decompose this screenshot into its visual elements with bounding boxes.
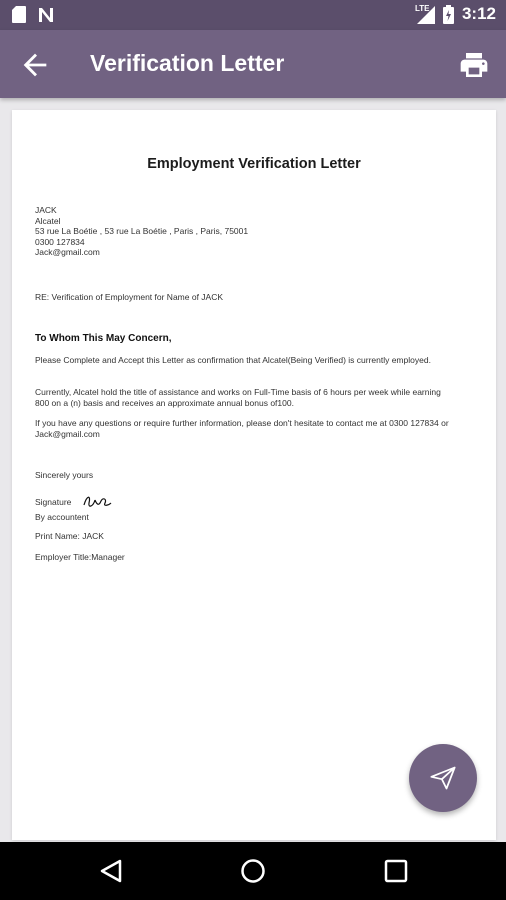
send-button[interactable] [409,744,477,812]
status-bar [0,0,506,30]
page-title: Verification Letter [90,50,285,76]
status-bar-right [415,4,496,24]
print-icon [458,49,490,81]
back-button[interactable] [18,48,52,82]
signature-row [35,491,450,513]
signature-label: Signature [35,496,72,507]
letter-heading: Employment Verification Letter [147,156,361,172]
sender-address [35,205,450,258]
signature-image [81,491,121,513]
print-name: Print Name: JACK [35,531,104,541]
address-line: 53 rue La Boétie , 53 rue La Boétie , Paris , Paris, 75001 [35,226,249,236]
app-toolbar [0,30,506,98]
battery-icon [443,5,454,24]
address-line: Alcatel [35,215,61,226]
system-nav-bar [0,842,506,900]
notification-n-icon [38,7,54,23]
address-line: JACK [35,205,57,215]
employer-title: Employer Title:Manager [35,552,125,562]
salutation: To Whom This May Concern, [35,333,172,344]
address-line: Jack@gmail.com [35,247,100,257]
print-button[interactable] [458,49,490,81]
nav-back-icon[interactable] [98,858,124,884]
signed-by: By accountent [35,512,89,522]
network-type: LTE [414,4,430,13]
signal-icon [415,4,435,24]
nav-recents-icon[interactable] [384,859,408,883]
paragraph-contact: If you have any questions or require further information, please don't hesitate to contact me at 0300 127834 or Jack@gmail.com [35,418,449,439]
status-bar-left [12,6,54,23]
subject-line: RE: Verification of Employment for Name of JACK [35,292,224,302]
closing: Sincerely yours [35,470,94,480]
paragraph-confirmation: Please Complete and Accept this Letter as confirmation that Alcatel(Being Verified) is currently employed. [35,355,431,365]
status-time: 3:12 [461,4,496,23]
address-line: 0300 127834 [35,236,85,247]
letter-document [12,110,496,840]
send-icon [429,764,457,792]
sd-card-icon [12,6,26,23]
arrow-back-icon [18,48,52,82]
paragraph-employment-details: Currently, Alcatel hold the title of assistance and works on Full-Time basis of 6 hours per week while earning 800 on a (n) basis and receives an approximate annual bonus of100. [35,387,441,408]
nav-home-icon[interactable] [240,858,266,884]
